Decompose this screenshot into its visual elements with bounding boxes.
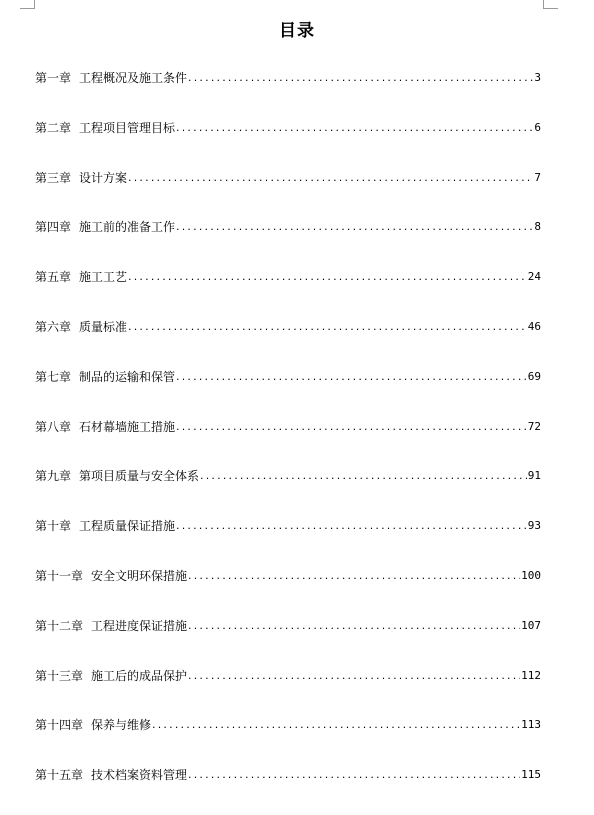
toc-entry[interactable] [35, 267, 541, 287]
toc-entry[interactable] [35, 317, 541, 337]
toc-dot-leader [188, 765, 520, 785]
toc-entry[interactable] [35, 666, 541, 686]
toc-dot-leader [176, 516, 527, 536]
toc-entry[interactable] [35, 616, 541, 636]
toc-dot-leader [176, 118, 533, 138]
toc-dot-leader [188, 566, 520, 586]
toc-chapter-number: 第十一章 [35, 568, 84, 583]
toc-chapter-number: 第十章 [35, 519, 72, 534]
toc-chapter-title: 施工后的成品保护 [91, 668, 188, 683]
toc-page-number: 7 [534, 170, 541, 184]
toc-entry[interactable] [35, 516, 541, 536]
toc-chapter-title: 安全文明环保措施 [91, 568, 188, 583]
toc-entry[interactable] [35, 367, 541, 387]
toc-chapter-title: 设计方案 [79, 170, 128, 185]
toc-entry[interactable] [35, 168, 541, 188]
toc-page-number: 8 [534, 220, 541, 234]
toc-page-number: 113 [521, 718, 541, 732]
toc-dot-leader [200, 466, 527, 486]
toc-chapter-number: 第十二章 [35, 618, 84, 633]
toc-chapter-title: 技术档案资料管理 [91, 768, 188, 783]
toc-dot-leader [188, 68, 533, 88]
toc-chapter-title: 第项目质量与安全体系 [79, 469, 200, 484]
toc-chapter-number: 第六章 [35, 319, 72, 334]
toc-chapter-number: 第二章 [35, 120, 72, 135]
toc-chapter-title: 工程概况及施工条件 [79, 71, 188, 85]
toc-dot-leader [176, 367, 527, 387]
toc-chapter-number: 第九章 [35, 469, 72, 484]
toc-dot-leader [128, 168, 533, 188]
toc-entry[interactable] [35, 765, 541, 785]
toc-entry[interactable] [35, 466, 541, 486]
toc-title: 目录 [279, 21, 315, 41]
toc-dot-leader [128, 317, 527, 337]
toc-chapter-number: 第八章 [35, 419, 72, 434]
toc-page-number: 72 [527, 419, 541, 433]
crop-mark-top-right [543, 0, 558, 9]
toc-chapter-title: 工程质量保证措施 [79, 519, 176, 534]
toc-chapter-number: 第十四章 [35, 718, 84, 733]
toc-page-number: 46 [527, 319, 541, 333]
toc-chapter-number: 第一章 [35, 71, 72, 85]
toc-page-number: 112 [521, 668, 541, 682]
toc-dot-leader [128, 267, 527, 287]
toc-dot-leader [152, 715, 520, 735]
toc-page-number: 24 [527, 270, 541, 284]
toc-page-number: 93 [527, 519, 541, 533]
toc-chapter-title: 工程项目管理目标 [79, 120, 176, 135]
toc-dot-leader [188, 666, 520, 686]
toc-chapter-title: 质量标准 [79, 319, 128, 334]
toc-entry[interactable] [35, 68, 541, 88]
toc-entry[interactable] [35, 118, 541, 138]
toc-page-number: 100 [521, 568, 541, 582]
toc-entry[interactable] [35, 566, 541, 586]
toc-page-number: 6 [534, 120, 541, 134]
toc-chapter-title: 保养与维修 [91, 718, 152, 733]
toc-chapter-title: 施工前的准备工作 [79, 220, 176, 235]
toc-page-number: 115 [521, 768, 541, 782]
toc-chapter-title: 工程进度保证措施 [91, 618, 188, 633]
toc-chapter-number: 第四章 [35, 220, 72, 235]
toc-entry[interactable] [35, 217, 541, 237]
toc-chapter-number: 第五章 [35, 270, 72, 285]
toc-chapter-title: 制品的运输和保管 [79, 369, 176, 384]
crop-mark-top-left [20, 0, 35, 9]
toc-dot-leader [176, 217, 533, 237]
toc-chapter-number: 第十三章 [35, 668, 84, 683]
toc-chapter-title: 施工工艺 [79, 270, 128, 285]
toc-dot-leader [176, 417, 527, 437]
toc-page-number: 69 [527, 369, 541, 383]
toc-page-number: 107 [521, 618, 541, 632]
table-of-contents [35, 68, 541, 815]
toc-entry[interactable] [35, 715, 541, 735]
toc-chapter-title: 石材幕墙施工措施 [79, 419, 176, 434]
toc-page-number: 91 [527, 469, 541, 483]
toc-page-number: 3 [534, 71, 541, 84]
toc-entry[interactable] [35, 417, 541, 437]
toc-dot-leader [188, 616, 520, 636]
toc-chapter-number: 第三章 [35, 170, 72, 185]
toc-chapter-number: 第七章 [35, 369, 72, 384]
toc-chapter-number: 第十五章 [35, 768, 84, 783]
